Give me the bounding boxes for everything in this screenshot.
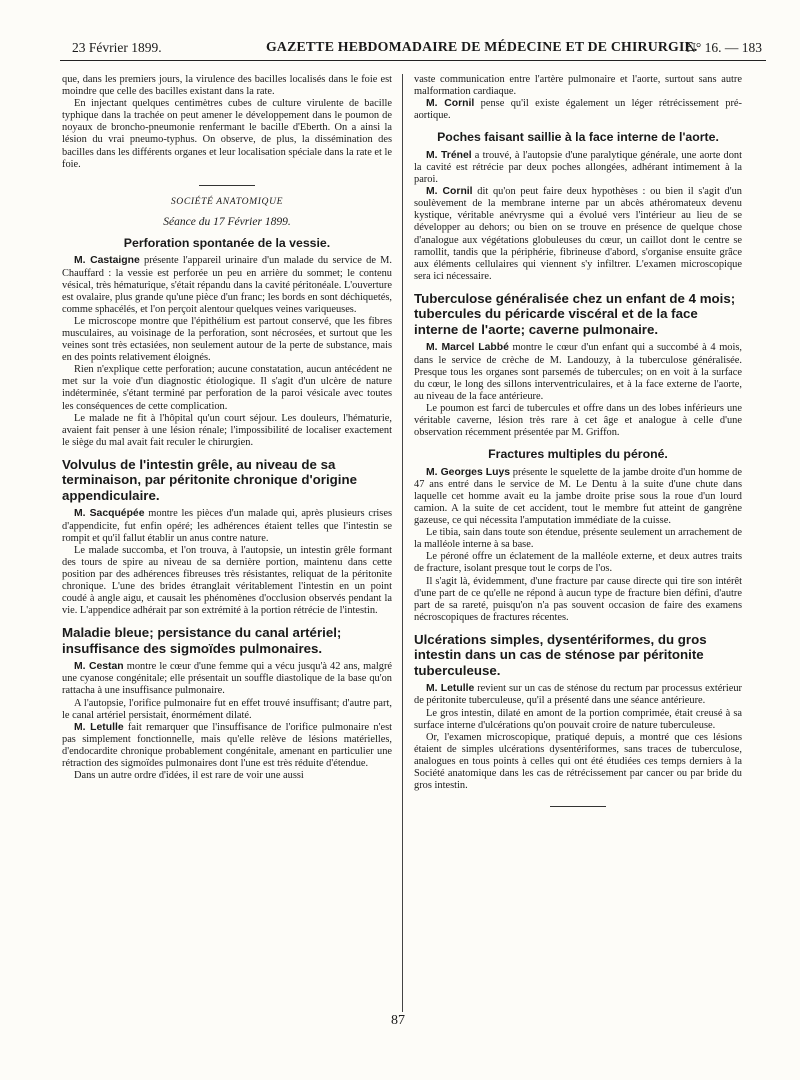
paragraph: Le poumon est farci de tubercules et offre dans un des lobes inférieurs une véritable caverne, lésion très rare à cet âge et analogue à celle d'une observation récemment présentée par M. Griffon. [414,402,742,439]
paragraph: M. Sacquépée montre les pièces d'un malade qui, après plusieurs crises d'appendicite, fut enfin opéré; les adhérences étaient telles que l'intestin se rompit et qu'il fallut établir un anus contre nature. [62,508,392,544]
author-name: M. Letulle [426,683,475,695]
paragraph: Le microscope montre que l'épithélium est partout conservé, que les fibres musculaires, au voisinage de la perforation, sont nécrosées, et surtout que les veines sont très ectasiées, non seulement autour de la perte de substance, mais en des points relativement éloignés. [62,315,392,364]
left-column [62,74,392,1008]
paragraph: A l'autopsie, l'orifice pulmonaire fut en effet trouvé insuffisant; d'autre part, le canal artériel persistait, énormément dilaté. [62,697,392,721]
author-name: M. Cornil [426,98,475,110]
section-title: Tuberculose généralisée chez un enfant de 4 mois; tubercules du péricarde viscéral et de la face interne de l'aorte; caverne pulmonaire. [414,290,736,337]
paragraph: Or, l'examen microscopique, pratiqué depuis, a montré que ces lésions étaient de simples ulcérations dysentériformes, sans traces de tuberculose, analogues en tous points à celles qui ont été étudiées ces temps derniers à la Société anatomique dans les cas de rétrécissement par cancer ou par bride du gros intestin. [414,731,742,792]
paragraph: Le malade succomba, et l'on trouva, à l'autopsie, un intestin grêle formant des tours de spire au niveau de sa dernière portion, maintenu dans cette position par des adhérences fibreuses très résistantes, reliquat de la péritonite chronique. L'une des brides étranglait véritablement l'intestin en un point coudé à angle aigu, et causait les phénomènes d'occlusion observés pendant la vie. L'appendice adhérait par son extrémité à la portion rétrécie de l'intestin. [62,544,392,617]
paragraph: M. Georges Luys présente le squelette de la jambe droite d'un homme de 47 ans entré dans le service de M. Le Dentu à la suite d'une chute dans laquelle cet homme avait eu la jambe droite prise sous la roue d'un lourd camion. A la suite de cet accident, tout le membre fut atteint de gangrène gazeuse, ce qui nécessita l'amputation immédiate de la cuisse. [414,466,742,527]
paragraph: que, dans les premiers jours, la virulence des bacilles localisés dans le foie est moindre que celle des bacilles existant dans la rate. [62,74,392,98]
author-name: M. Letulle [74,721,124,733]
paragraph: M. Letulle fait remarquer que l'insuffisance de l'orifice pulmonaire n'est pas simplement fonctionnelle, mais qu'elle relève de lésions matérielles, d'endocardite chronique probablement congénitale, amenant en particulier une rétraction des sigmoïdes pulmonaires dont l'une est très réduite d'étendue. [62,721,392,770]
author-name: M. Castaigne [74,255,140,267]
paragraph: vaste communication entre l'artère pulmonaire et l'aorte, surtout sans autre malformation cardiaque. [414,74,742,98]
paragraph: En injectant quelques centimètres cubes de culture virulente de bacille typhique dans la trachée on peut amener le développement dans le poumon de noyaux de broncho-pneumonie renfermant le bacille d'Eberth. On a ainsi la lésion du vrai pneumo-typhus. On observe, de plus, la dissémination des bacilles dans les différents organes et leur localisation spéciale dans la rate et le foie. [62,98,392,170]
paragraph: Le tibia, sain dans toute son étendue, présente seulement un arrachement de la malléole interne à sa base. [414,527,742,551]
author-name: M. Cornil [426,186,473,198]
paragraph: Dans un autre ordre d'idées, il est rare de voir une aussi [74,770,304,782]
end-rule [550,806,606,807]
section-title: Maladie bleue; persistance du canal artériel; insuffisance des sigmoïdes pulmonaires. [62,625,342,656]
paragraph: M. Cornil pense qu'il existe également un léger rétrécissement pré-aortique. [414,98,742,122]
author-name: M. Sacquépée [74,508,145,520]
section-title: Volvulus de l'intestin grêle, au niveau de sa terminaison, par péritonite chronique d'origine appendiculaire. [62,456,357,503]
column-divider [402,74,403,1012]
author-name: M. Trénel [426,149,472,161]
author-name: M. Marcel Labbé [426,342,509,354]
section-title: Ulcérations simples, dysentériformes, du gros intestin dans un cas de sténose par péritonite tuberculeuse. [414,631,707,678]
section-rule [199,185,255,186]
author-name: M. Georges Luys [426,466,511,478]
header-date: 23 Février 1899. [72,40,162,55]
session-date: Séance du 17 Février 1899. [163,215,291,228]
issue-page-number: N° 16. — 183 [686,40,762,55]
paragraph: Le gros intestin, dilaté en amont de la portion comprimée, était creusé à sa surface interne d'ulcérations qu'on pouvait croire de nature tuberculeuse. [414,707,742,731]
paragraph: Le malade ne fit à l'hôpital qu'un court séjour. Les douleurs, l'hématurie, avaient fait penser à une lésion rénale; l'impossibilité de localiser exactement le siège du mal avait fait reculer le chirurgien. [62,412,392,448]
paragraph: M. Marcel Labbé montre le cœur d'un enfant qui a succombé à 4 mois, dans le service de crèche de M. Landouzy, à la tuberculose généralisée. Presque tous les organes sont parsemés de tubercules; on en voit à la surface du cœur, le long des sillons interventriculaires, et à la face externe de l'aorte, au niveau de la face antérieure. [414,342,742,402]
folio-number: 87 [391,1013,405,1028]
paragraph: Il s'agit là, évidemment, d'une fracture par cause directe qui tire son intérêt d'une part de ce qu'elle ne répond à aucun type de fracture bien défini, d'autre part de sa rareté, puisqu'on n'a pas souvent occasion de faire des examens nécroscopiques de fractures récentes. [414,575,742,623]
journal-title: GAZETTE HEBDOMADAIRE DE MÉDECINE ET DE CHIRURGIE. [266,39,698,54]
paragraph: Rien n'explique cette perforation; aucune constatation, aucun antécédent ne met sur la voie d'un diagnostic étiologique. Il s'agit d'un ulcère de nature indéterminée, s'étant terminé par perforation de la paroi vésicale avec toutes les conséquences de cette complication. [62,364,392,412]
right-column [414,74,742,1008]
running-header [60,36,766,61]
section-title: Fractures multiples du péroné. [488,447,668,462]
paragraph: M. Cestan montre le cœur d'une femme qui a vécu jusqu'à 42 ans, malgré une cyanose congénitale; elle présentait un souffle diastolique de la base qu'on rattacha à une insuffisance pulmonaire. [62,661,392,697]
section-title: Poches faisant saillie à la face interne de l'aorte. [437,130,719,145]
paragraph: M. Trénel a trouvé, à l'autopsie d'une paralytique générale, une aorte dont la cavité est rétrécie par deux poches allongées, adhérant intimement à la paroi. [414,149,742,186]
paragraph: M. Castaigne présente l'appareil urinaire d'un malade du service de M. Chauffard : la vessie est perforée un peu en arrière du sommet; le contenu vésical, très hématurique, s'était répandu dans la cavité péritonéale. L'ouverture est ovalaire, plus grande qu'une pièce d'un franc; les bords en sont déchiquetés, comme sphacélés, et l'on perçoit alentour quelques veines variqueuses. [62,255,392,315]
paragraph: Le péroné offre un éclatement de la malléole externe, et deux autres traits de fracture, isolant presque tout le corps de l'os. [414,551,742,575]
paragraph: M. Letulle revient sur un cas de sténose du rectum par processus extérieur de péritonite tuberculeuse, qu'il a présenté dans une séance antérieure. [414,683,742,707]
paragraph: M. Cornil dit qu'on peut faire deux hypothèses : ou bien il s'agit d'un soulèvement de la membrane interne par un abcès athéromateux devenu kystique, véritable anévrysme qui a évolué vers l'intérieur au lieu de se développer au dehors; ou bien on se trouve en présence de quelque chose d'analogue aux végétations globuleuses du cœur, un caillot dont le centre se ramollit, tandis que la périphérie, fibrineuse d'abord, s'organise ensuite grâce aux éléments cellulaires qui viennent s'y infiltrer. L'examen microscopique sera ici nécessaire. [414,186,742,282]
society-heading: SOCIÉTÉ ANATOMIQUE [170,195,284,207]
author-name: M. Cestan [74,661,124,673]
section-title: Perforation spontanée de la vessie. [123,235,331,250]
